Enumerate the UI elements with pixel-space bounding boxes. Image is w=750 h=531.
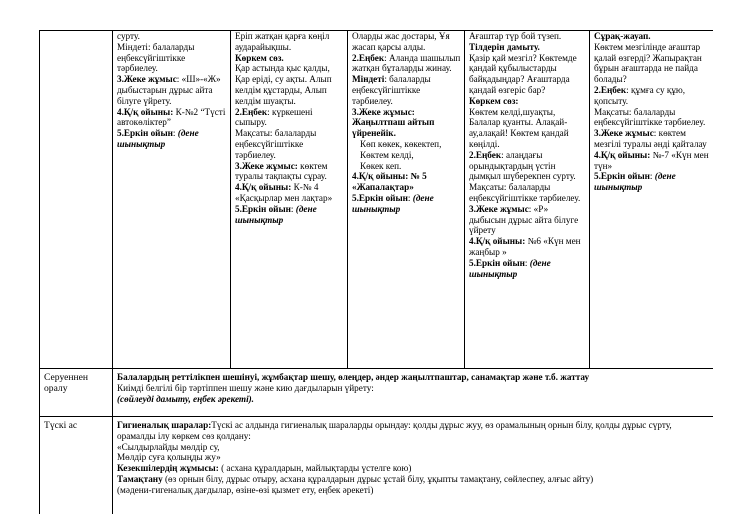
meal-paragraph	[117, 474, 711, 485]
bold-heading: 2.Еңбек	[594, 84, 627, 95]
paragraph	[117, 31, 228, 42]
activity-cell-day3	[352, 31, 462, 215]
paragraph-text: Қар астында қыс қалды, Қар еріді, су ақты. Алып келдім құстарды, Алып келдім шуақты.	[235, 63, 332, 106]
paragraph-text: : алаңдағы орындықтардың үстін дымқыл шүберекпен сурту. Мақсаты: балаларды еңбексүйгіштікке тәрбиелеу.	[469, 149, 581, 203]
paragraph	[352, 171, 462, 193]
activity-cell-day1	[117, 31, 228, 150]
paragraph-text: :	[524, 257, 530, 268]
plan-table	[39, 30, 713, 514]
bold-heading: Көркем сөз.	[235, 52, 284, 63]
paragraph	[352, 74, 462, 106]
duty-text: ( асхана құралдарын, майлықтарды үстелге кою)	[218, 463, 412, 474]
table-row	[40, 417, 714, 515]
paragraph	[469, 96, 587, 107]
paragraph-text: : күркешені сыпыру.	[235, 106, 313, 128]
table-cell	[465, 31, 590, 369]
poem-line2: Мөлдір суға қолыңды жу»	[117, 452, 221, 463]
paragraph	[235, 204, 345, 226]
poem-line1: «Сылдырлайды мөлдір су,	[117, 441, 220, 452]
hygiene-heading: Гигиеналық шаралар:	[117, 420, 212, 430]
paragraph	[594, 85, 711, 107]
bold-italic-note: (дене шынықтыр	[469, 257, 551, 279]
bold-heading: Міндеті	[352, 74, 385, 85]
paragraph-text: Көктем келді,шуақты, Балалар қуанты. Алақай-ау,алақай! Көктем қандай көңілді.	[469, 106, 569, 149]
paragraph	[352, 117, 462, 139]
paragraph	[469, 150, 587, 204]
paragraph	[469, 236, 587, 258]
row-label-lunch: Түскі ас	[40, 417, 113, 515]
paragraph	[117, 107, 228, 129]
bold-heading: 5.Еркін ойын	[117, 128, 173, 139]
paragraph	[594, 128, 711, 150]
return-content	[113, 369, 714, 417]
activity-cell-day5	[594, 31, 711, 193]
bold-heading: 2.Еңбек	[352, 52, 385, 63]
paragraph-text: : балаларды еңбексүйгіштікке тәрбиелеу.	[352, 74, 431, 106]
bold-heading: Сұрақ-жауап.	[594, 31, 651, 41]
paragraph	[469, 204, 587, 236]
paragraph	[469, 107, 587, 150]
bold-italic-note: (дене шынықтыр	[235, 203, 317, 225]
bold-italic-note: (дене шынықтыр	[117, 128, 199, 149]
paragraph-text: Оларды жас достары, Ұя жасап қарсы алды.	[352, 31, 450, 52]
bold-heading: 4.Қ/қ ойыны:	[117, 106, 176, 117]
duty-paragraph	[117, 463, 711, 474]
paragraph	[117, 42, 228, 74]
paragraph-text: сурту.	[117, 31, 140, 41]
paragraph	[594, 42, 711, 85]
bold-italic-note: (дене шынықтыр	[594, 171, 676, 193]
paragraph	[235, 53, 345, 64]
lunch-content	[113, 417, 714, 515]
return-line3: (сөйлеуді дамыту, еңбек әрекеті).	[117, 393, 254, 404]
paragraph-text: : көктем мезгілі туралы әнді қайталау	[594, 128, 707, 149]
bold-heading: Көркем сөз:	[469, 95, 519, 106]
paragraph	[594, 107, 711, 129]
paragraph-text: Қазір қай мезгіл? Көктемде қандай құбылыстарды байқадыңдар? Ағаштарда қандай өзгеріс бар?	[469, 52, 577, 95]
plan-table-wrapper	[39, 30, 713, 514]
bold-heading: 4.Қ/қ ойыны:	[235, 182, 292, 193]
paragraph-text: көктем туралы тақпақты сұрау.	[235, 160, 328, 182]
table-cell	[231, 31, 348, 369]
paragraph-text: Еріп жатқан қарға көңіл аударайықшы.	[235, 31, 330, 52]
paragraph-text: №6 «Күн мен жаңбыр »	[469, 236, 581, 257]
culture-line: (мәдени-гигеналық дағдылар, өзіне-өзі қызмет ету, еңбек әрекеті)	[117, 484, 374, 495]
bold-italic-note: (дене шынықтыр	[352, 192, 434, 214]
indented-line: Көктем келді,	[360, 149, 414, 160]
paragraph	[117, 74, 228, 106]
paragraph-text: Ағаштар түр бой түзеп.	[469, 31, 562, 41]
paragraph	[352, 139, 462, 150]
indented-line: Көкек кеп.	[360, 160, 402, 171]
activity-cell-day2	[235, 31, 345, 225]
paragraph	[469, 31, 587, 42]
paragraph-text: :	[290, 203, 296, 214]
paragraph	[594, 150, 711, 172]
bold-heading: 3.Жеке жұмыс:	[235, 160, 298, 171]
paragraph	[594, 171, 711, 193]
paragraph-text: : құмға су құю, қопсыту.	[594, 84, 686, 106]
bold-heading: 4.Қ/қ ойыны:	[469, 236, 526, 247]
paragraph	[352, 53, 462, 75]
bold-heading: Тілдерін дамыту.	[469, 41, 540, 52]
table-cell-empty-label	[40, 31, 113, 369]
meal-text: (өз орнын білу, дұрыс отыру, асхана құралдарын дұрыс ұстай білу, ұқыпты тамақтану, сөйлеспеу, алғыс айту)	[162, 473, 594, 484]
bold-heading: 5.Еркін ойын	[594, 171, 650, 182]
paragraph-text: :	[649, 171, 655, 182]
bold-heading: 3.Жеке жұмыс:	[352, 106, 415, 117]
paragraph-text: Міндеті: балаларды еңбексүйгіштікке тәрбиелеу.	[117, 41, 195, 74]
paragraph	[352, 161, 462, 172]
paragraph-text: :	[407, 192, 413, 203]
paragraph	[352, 31, 462, 53]
table-row	[40, 31, 714, 369]
paragraph	[352, 107, 462, 118]
paragraph	[235, 31, 345, 53]
paragraph	[235, 161, 345, 183]
paragraph	[352, 150, 462, 161]
bold-heading: 5.Еркін ойын	[469, 257, 525, 268]
paragraph-text: :	[172, 128, 178, 139]
bold-heading: 3.Жеке жұмыс	[117, 74, 177, 85]
bold-heading: Жаңылтпаш айтып үйренейік.	[352, 117, 435, 139]
paragraph-text: К-№2 “Түсті автокөліктер”	[117, 106, 226, 128]
paragraph-text: Көктем мезгілінде ағаштар қалай өзгерді? Жапырақтан бұрын ағаштарда не пайда болады?	[594, 41, 702, 85]
paragraph	[469, 258, 587, 280]
paragraph-text: : «Ш»-«Ж» дыбыстарын дұрыс айта білуге үйрету.	[117, 74, 221, 106]
duty-heading: Кезекшілердің жұмысы:	[117, 463, 219, 474]
bold-heading: 3.Жеке жұмыс	[594, 128, 654, 139]
table-cell	[348, 31, 465, 369]
paragraph	[235, 128, 345, 160]
return-line2: Киімді белгілі бір тәртіппен шешу және кию дағдыларын үйрету:	[117, 382, 374, 393]
paragraph	[235, 107, 345, 129]
hygiene-text: Түскі ас алдында гигиеналық шараларды орындау: қолды дұрыс жуу, өз орамалының орнын білу, қолды дұрыс сүрту, орамалды ілу көркем сөз қолдану:	[117, 420, 672, 441]
table-row	[40, 369, 714, 417]
paragraph	[235, 182, 345, 204]
bold-heading: 4.Қ/қ ойыны: № 5 «Жапалақтар»	[352, 171, 427, 193]
table-cell	[113, 31, 231, 369]
bold-heading: 2.Еңбек	[235, 106, 268, 117]
paragraph-text: Мақсаты: балаларды еңбексүйгіштікке тәрбиелеу.	[235, 128, 317, 160]
paragraph	[117, 128, 228, 150]
paragraph-text: №-7 «Күн мен түн»	[594, 149, 709, 171]
row-label-return: Серуеннен оралу	[40, 369, 113, 417]
bold-heading: 5.Еркін ойын	[235, 203, 291, 214]
indented-line: Көп көкек, көкектеп,	[360, 138, 442, 149]
meal-heading: Тамақтану	[117, 473, 163, 484]
paragraph	[594, 31, 711, 42]
paragraph-text: : «Р» дыбысын дұрыс айта білуге үйрету	[469, 203, 579, 236]
paragraph	[469, 53, 587, 96]
paragraph-text: Мақсаты: балаларды еңбексүйгіштікке тәрбиелеу.	[594, 106, 706, 128]
hygiene-paragraph	[117, 420, 711, 442]
paragraph	[235, 63, 345, 106]
bold-heading: 5.Еркін ойын	[352, 192, 408, 203]
bold-heading: 2.Еңбек	[469, 149, 502, 160]
return-line1: Балалардың реттілікпен шешінуі, жұмбақтар шешу, өлеңдер, әндер жаңылтпаштар, санамақтар және т.б. жаттау	[117, 372, 590, 382]
bold-heading: 3.Жеке жұмыс	[469, 203, 529, 214]
paragraph-text: : Аланда шашылып жатқан бұталарды жинау.	[352, 52, 461, 74]
bold-heading: 4.Қ/қ ойыны:	[594, 149, 651, 160]
paragraph	[352, 193, 462, 215]
table-cell	[590, 31, 714, 369]
activity-cell-day4	[469, 31, 587, 279]
paragraph-text: К-№ 4 «Қасқырлар мен лақтар»	[235, 182, 333, 203]
paragraph	[469, 42, 587, 53]
